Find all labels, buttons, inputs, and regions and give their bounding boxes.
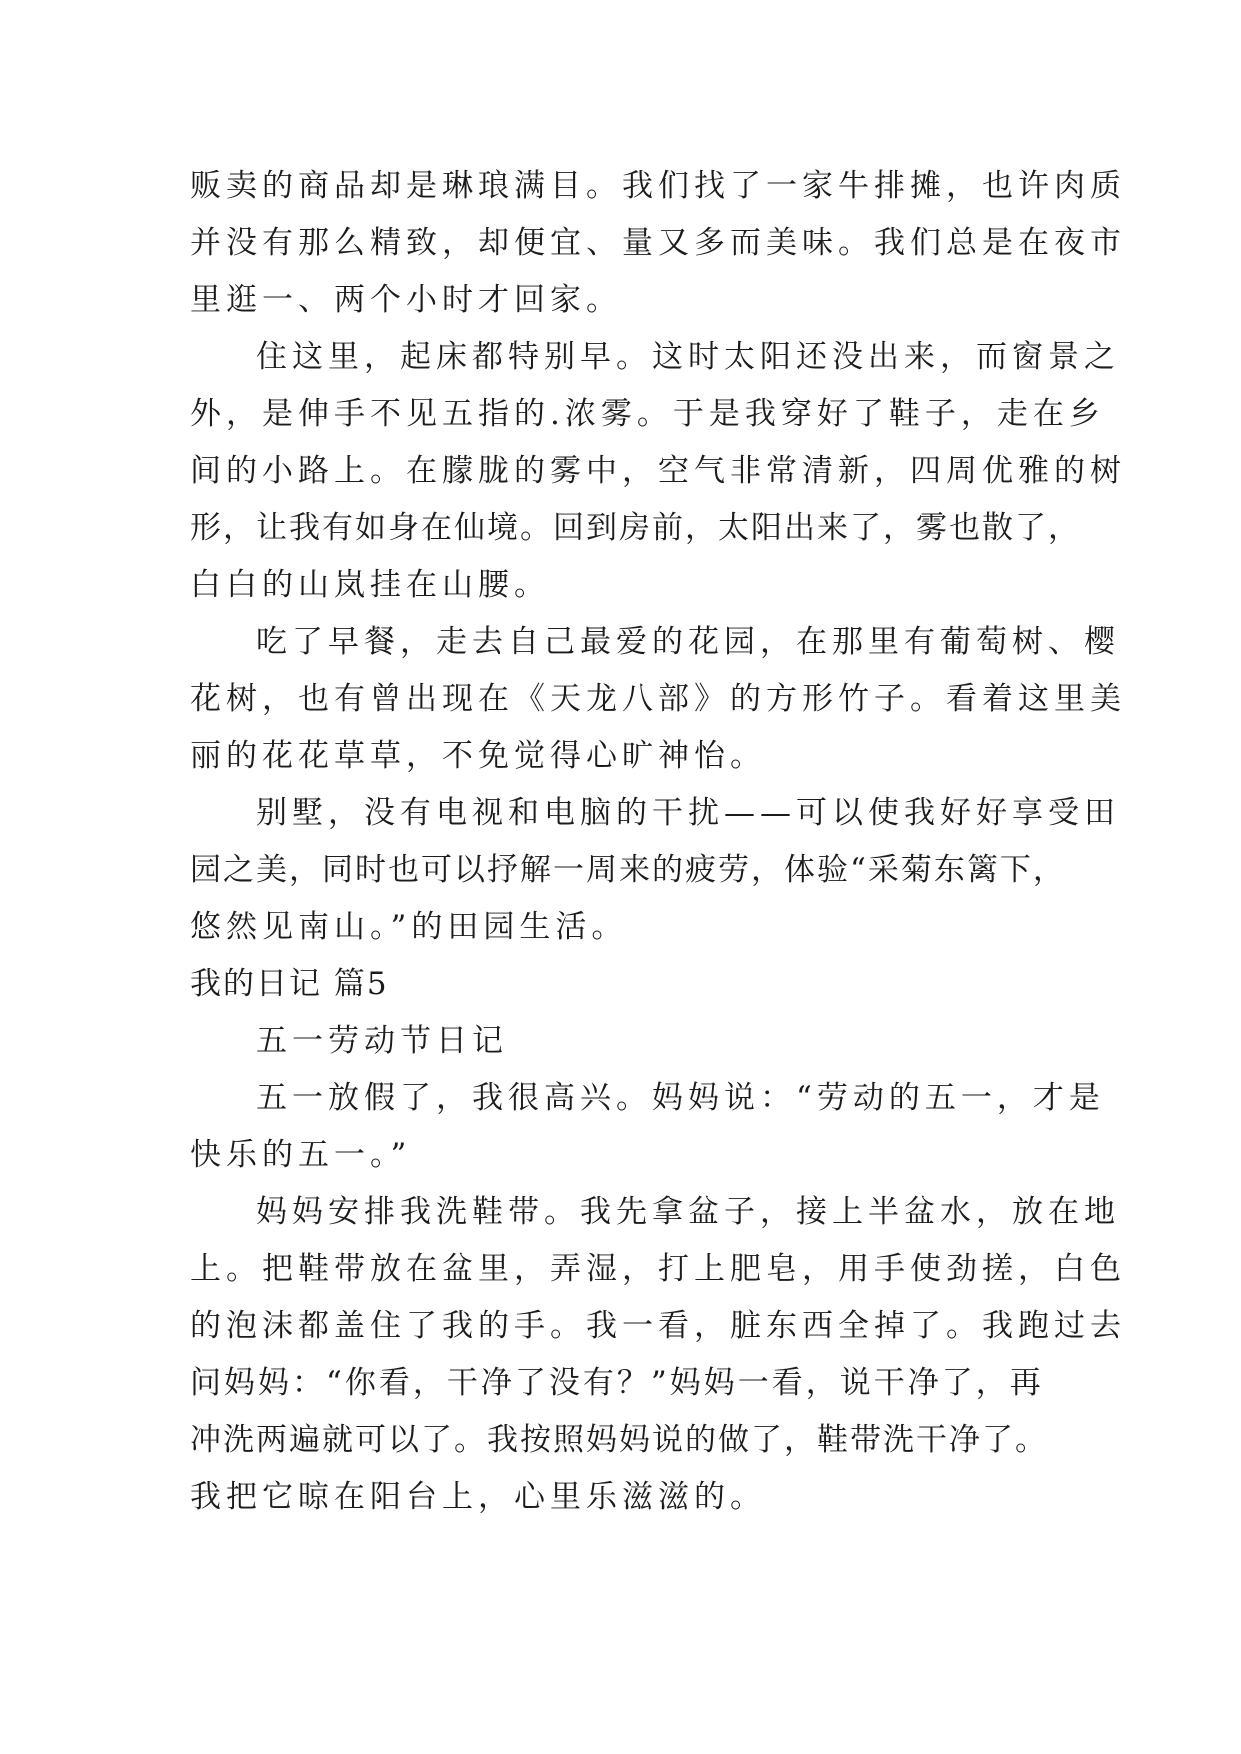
text-line: 住这里，起床都特别早。这时太阳还没出来，而窗景之 [256,339,1120,375]
text-line: 并没有那么精致，却便宜、量又多而美味。我们总是在夜市 [190,225,1126,261]
text-line: 问妈妈：“你看，干净了没有？”妈妈一看，说干净了，再 [190,1365,1044,1401]
text-line: 花树，也有曾出现在《天龙八部》的方形竹子。看着这里美 [190,681,1126,717]
text-line: 快乐的五一。” [190,1137,412,1173]
text-line: 形，让我有如身在仙境。回到房前，太阳出来了，雾也散了， [190,510,1081,546]
paragraph [190,1070,1105,1184]
text-line: 里逛一、两个小时才回家。 [190,282,622,318]
text-line: 丽的花花草草，不免觉得心旷神怡。 [190,738,766,774]
text-line: 上。把鞋带放在盆里，弄湿，打上肥皂，用手使劲搓，白色 [190,1251,1126,1287]
text-line: 白白的山岚挂在山腰。 [190,567,550,603]
text-line: 贩卖的商品却是琳琅满目。我们找了一家牛排摊，也许肉质 [190,168,1126,204]
paragraph [190,1184,1126,1526]
text-line: 吃了早餐，走去自己最爱的花园，在那里有葡萄树、樱 [256,624,1120,660]
paragraph [190,614,1126,785]
text-line: 我把它晾在阳台上，心里乐滋滋的。 [190,1479,766,1515]
text-line: 的泡沫都盖住了我的手。我一看，脏东西全掉了。我跑过去 [190,1308,1126,1344]
text-line: 园之美，同时也可以抒解一周来的疲劳，体验“采菊东篱下， [190,852,1066,888]
paragraph [190,1013,1090,1070]
paragraph [190,329,1126,614]
text-line: 别墅，没有电视和电脑的干扰——可以使我好好享受田 [256,795,1120,831]
text-line: 间的小路上。在朦胧的雾中，空气非常清新，四周优雅的树 [190,453,1126,489]
document-page [190,158,1126,1526]
text-line: 冲洗两遍就可以了。我按照妈妈说的做了，鞋带洗干净了。 [190,1422,1048,1458]
text-line: 妈妈安排我洗鞋带。我先拿盆子，接上半盆水，放在地 [256,1194,1120,1230]
section-heading: 我的日记 篇5 [190,966,389,1002]
text-line: 外，是伸手不见五指的.浓雾。于是我穿好了鞋子，走在乡 [190,396,1105,432]
subtitle-line: 五一劳动节日记 [256,1023,508,1059]
paragraph [190,785,1120,956]
paragraph [190,158,1126,329]
text-line: 悠然见南山。”的田园生活。 [190,909,628,945]
text-line: 五一放假了，我很高兴。妈妈说：“劳动的五一，才是 [256,1080,1105,1116]
